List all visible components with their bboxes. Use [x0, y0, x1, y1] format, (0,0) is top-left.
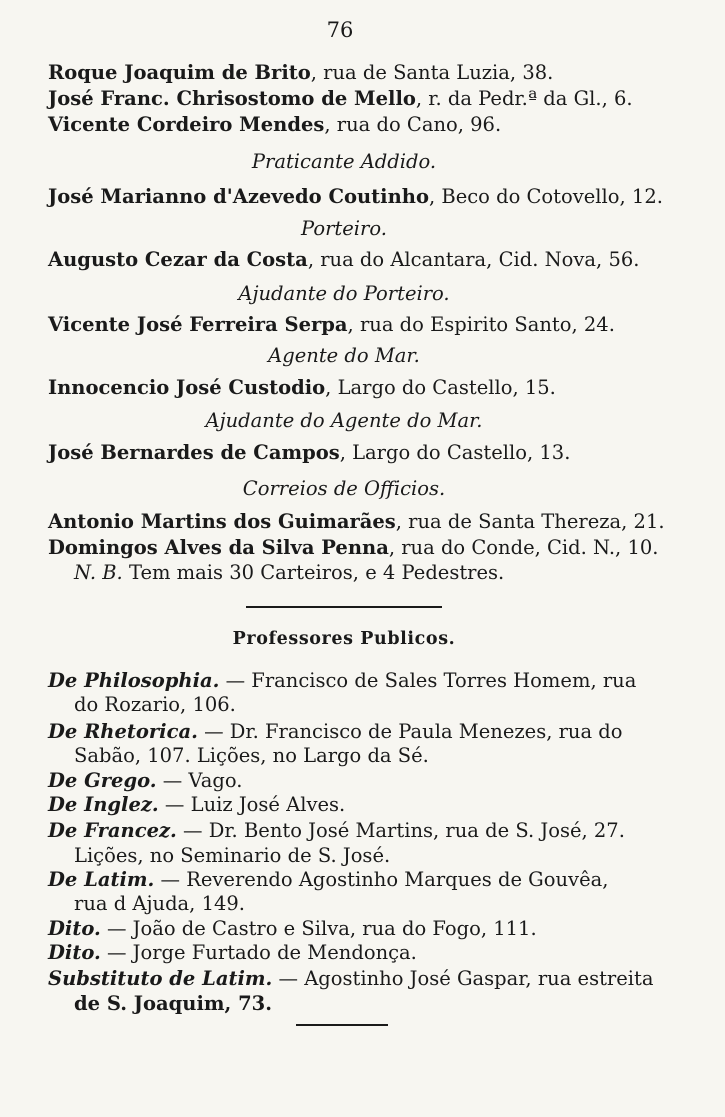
section-heading: Correios de Officios.: [242, 477, 446, 500]
entry: De Philosophia. — Francisco de Sales Torres Homem, rua: [48, 669, 637, 692]
entry: Augusto Cezar da Costa, rua do Alcantara, Cid. Nova, 56.: [48, 248, 640, 271]
entry: De Inglez. — Luiz José Alves.: [48, 793, 346, 816]
entry: Vicente José Ferreira Serpa, rua do Espirito Santo, 24.: [48, 313, 615, 336]
entry: José Marianno d'Azevedo Coutinho, Beco do Cotovello, 12.: [48, 185, 663, 208]
section-heading: Porteiro.: [301, 217, 387, 240]
section-heading: Praticante Addido.: [251, 150, 437, 173]
entry-continuation: do Rozario, 106.: [74, 693, 236, 716]
entry: Roque Joaquim de Brito, rua de Santa Luzia, 38.: [48, 61, 554, 84]
entry: Domingos Alves da Silva Penna, rua do Conde, Cid. N., 10.: [48, 536, 659, 559]
entry: José Franc. Chrisostomo de Mello, r. da Pedr.ª da Gl., 6.: [48, 87, 633, 110]
note: N. B. Tem mais 30 Carteiros, e 4 Pedestres.: [74, 561, 505, 584]
entry-continuation: de S. Joaquim, 73.: [74, 992, 273, 1015]
separator-rule: [246, 606, 442, 608]
entry-continuation: rua d Ajuda, 149.: [74, 892, 245, 915]
entry: Substituto de Latim. — Agostinho José Gaspar, rua estreita: [48, 967, 654, 990]
entry-continuation: Sabão, 107. Lições, no Largo da Sé.: [74, 744, 429, 767]
entry: Innocencio José Custodio, Largo do Castello, 15.: [48, 376, 556, 399]
entry: Dito. — João de Castro e Silva, rua do Fogo, 111.: [48, 917, 537, 940]
section-heading: Ajudante do Agente do Mar.: [205, 409, 483, 432]
entry: De Francez. — Dr. Bento José Martins, rua de S. José, 27.: [48, 819, 625, 842]
section-heading: Professores Publicos.: [232, 629, 456, 649]
entry: De Latim. — Reverendo Agostinho Marques de Gouvêa,: [48, 868, 609, 891]
closing-rule: [296, 1024, 388, 1026]
section-heading: Agente do Mar.: [268, 344, 420, 367]
entry: Antonio Martins dos Guimarães, rua de Santa Thereza, 21.: [48, 510, 665, 533]
page-number: 76: [326, 18, 354, 42]
entry: Vicente Cordeiro Mendes, rua do Cano, 96.: [48, 113, 502, 136]
entry-continuation: Lições, no Seminario de S. José.: [74, 844, 391, 867]
entry: De Rhetorica. — Dr. Francisco de Paula Menezes, rua do: [48, 720, 623, 743]
section-heading: Ajudante do Porteiro.: [238, 282, 450, 305]
entry: José Bernardes de Campos, Largo do Castello, 13.: [48, 441, 571, 464]
entry: De Grego. — Vago.: [48, 769, 243, 792]
entry: Dito. — Jorge Furtado de Mendonça.: [48, 941, 417, 964]
